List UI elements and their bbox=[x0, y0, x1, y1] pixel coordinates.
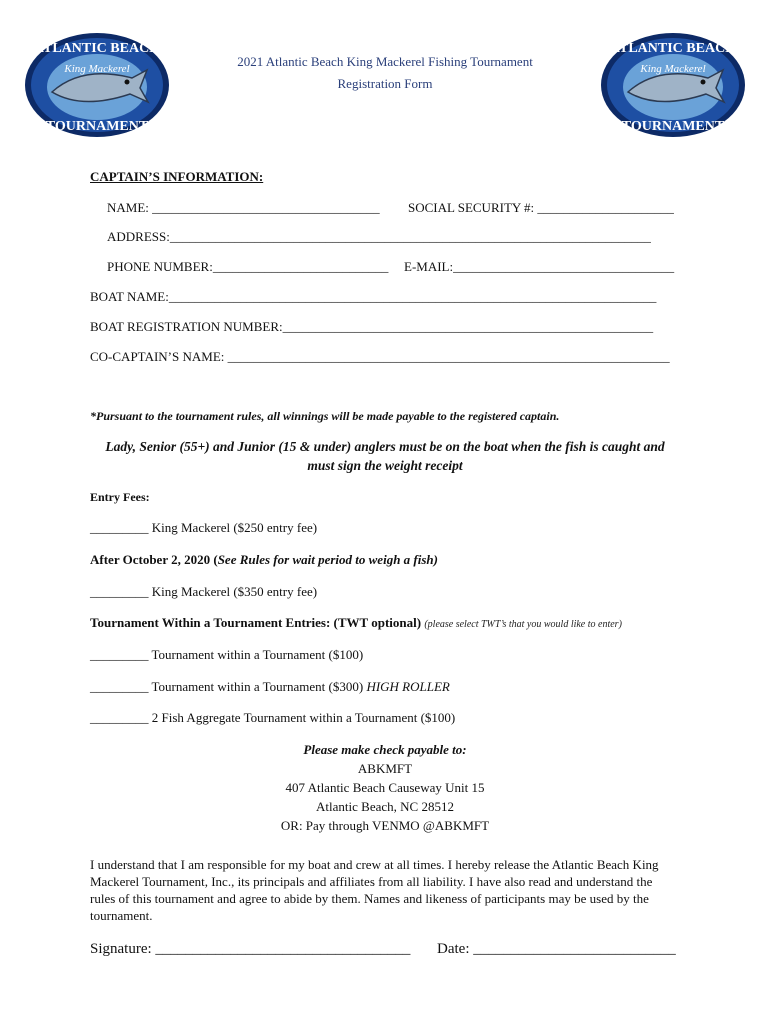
twt-heading-row bbox=[90, 615, 622, 631]
winnings-note: *Pursuant to the tournament rules, all winnings will be made payable to the registered captain. bbox=[90, 409, 560, 423]
tournament-logo-left bbox=[22, 30, 172, 140]
ssn-field[interactable]: SOCIAL SECURITY #: _____________________ bbox=[408, 200, 674, 215]
signature-field[interactable]: Signature: __________________________________ bbox=[90, 941, 411, 957]
wait-period-note: See Rules for wait period to weigh a fish) bbox=[217, 552, 438, 567]
twt-note: (please select TWT’s that you would like to enter) bbox=[424, 619, 622, 630]
boat-registration-field[interactable]: BOAT REGISTRATION NUMBER:_________________________________________________________ bbox=[90, 319, 654, 334]
aggregate-entry[interactable]: _________ 2 Fish Aggregate Tournament within a Tournament ($100) bbox=[90, 710, 456, 725]
twt-300-text: _________ Tournament within a Tournament ($300) bbox=[90, 679, 367, 694]
twt-100-entry[interactable]: _________ Tournament within a Tournament ($100) bbox=[90, 647, 364, 662]
twt-heading: Tournament Within a Tournament Entries: (TWT optional) bbox=[90, 615, 422, 630]
payee-address-line2: Atlantic Beach, NC 28512 bbox=[316, 799, 454, 814]
entry-fees-heading: Entry Fees: bbox=[90, 490, 150, 504]
payee-name: ABKMFT bbox=[357, 761, 413, 776]
after-date-text: After October 2, 2020 ( bbox=[90, 552, 218, 567]
captain-info-heading: CAPTAIN’S INFORMATION: bbox=[90, 169, 264, 184]
logo-bottom-text: TOURNAMENT bbox=[45, 119, 149, 134]
king-mackerel-350-entry[interactable]: _________ King Mackerel ($350 entry fee) bbox=[90, 584, 318, 599]
form-title: 2021 Atlantic Beach King Mackerel Fishing Tournament bbox=[237, 54, 533, 69]
phone-field[interactable]: PHONE NUMBER:___________________________ bbox=[107, 259, 389, 274]
logo-middle-text: King Mackerel bbox=[640, 63, 706, 75]
liability-release-text: I understand that I am responsible for my boat and crew at all times. I hereby release the Atlantic Beach King Mackerel Tournament, Inc., its principals and affiliates from all liability. I have also read and understand the rules of this tournament and agree to abide by them. Names and likeness of participants may be used by the tournament. bbox=[90, 857, 659, 923]
payee-address-line1: 407 Atlantic Beach Causeway Unit 15 bbox=[285, 780, 485, 795]
payment-heading: Please make check payable to: bbox=[303, 742, 467, 757]
venmo-line: OR: Pay through VENMO @ABKMFT bbox=[280, 818, 490, 833]
boat-name-field[interactable]: BOAT NAME:___________________________________________________________________________ bbox=[90, 289, 657, 304]
logo-graphic bbox=[598, 30, 748, 140]
logo-top-text: ATLANTIC BEACH bbox=[609, 41, 737, 56]
twt-300-entry[interactable] bbox=[90, 679, 450, 695]
king-mackerel-250-entry[interactable]: _________ King Mackerel ($250 entry fee) bbox=[90, 520, 318, 535]
high-roller-label: HIGH ROLLER bbox=[366, 679, 450, 694]
address-field[interactable]: ADDRESS:__________________________________________________________________________ bbox=[107, 229, 651, 244]
name-field[interactable]: NAME: ___________________________________ bbox=[107, 200, 380, 215]
co-captain-field[interactable]: CO-CAPTAIN’S NAME: ____________________________________________________________________ bbox=[90, 349, 670, 364]
logo-graphic bbox=[22, 30, 172, 140]
tournament-logo-right bbox=[598, 30, 748, 140]
anglers-note-line2: must sign the weight receipt bbox=[307, 458, 463, 473]
after-date-heading bbox=[90, 552, 438, 568]
date-field[interactable]: Date: ___________________________ bbox=[437, 941, 676, 957]
logo-middle-text: King Mackerel bbox=[64, 63, 130, 75]
anglers-note-line1: Lady, Senior (55+) and Junior (15 & under) anglers must be on the boat when the fish is caught and bbox=[105, 439, 665, 454]
email-field[interactable]: E-MAIL:__________________________________ bbox=[404, 259, 675, 274]
logo-bottom-text: TOURNAMENT bbox=[621, 119, 725, 134]
form-subtitle: Registration Form bbox=[337, 76, 433, 91]
logo-top-text: ATLANTIC BEACH bbox=[33, 41, 161, 56]
